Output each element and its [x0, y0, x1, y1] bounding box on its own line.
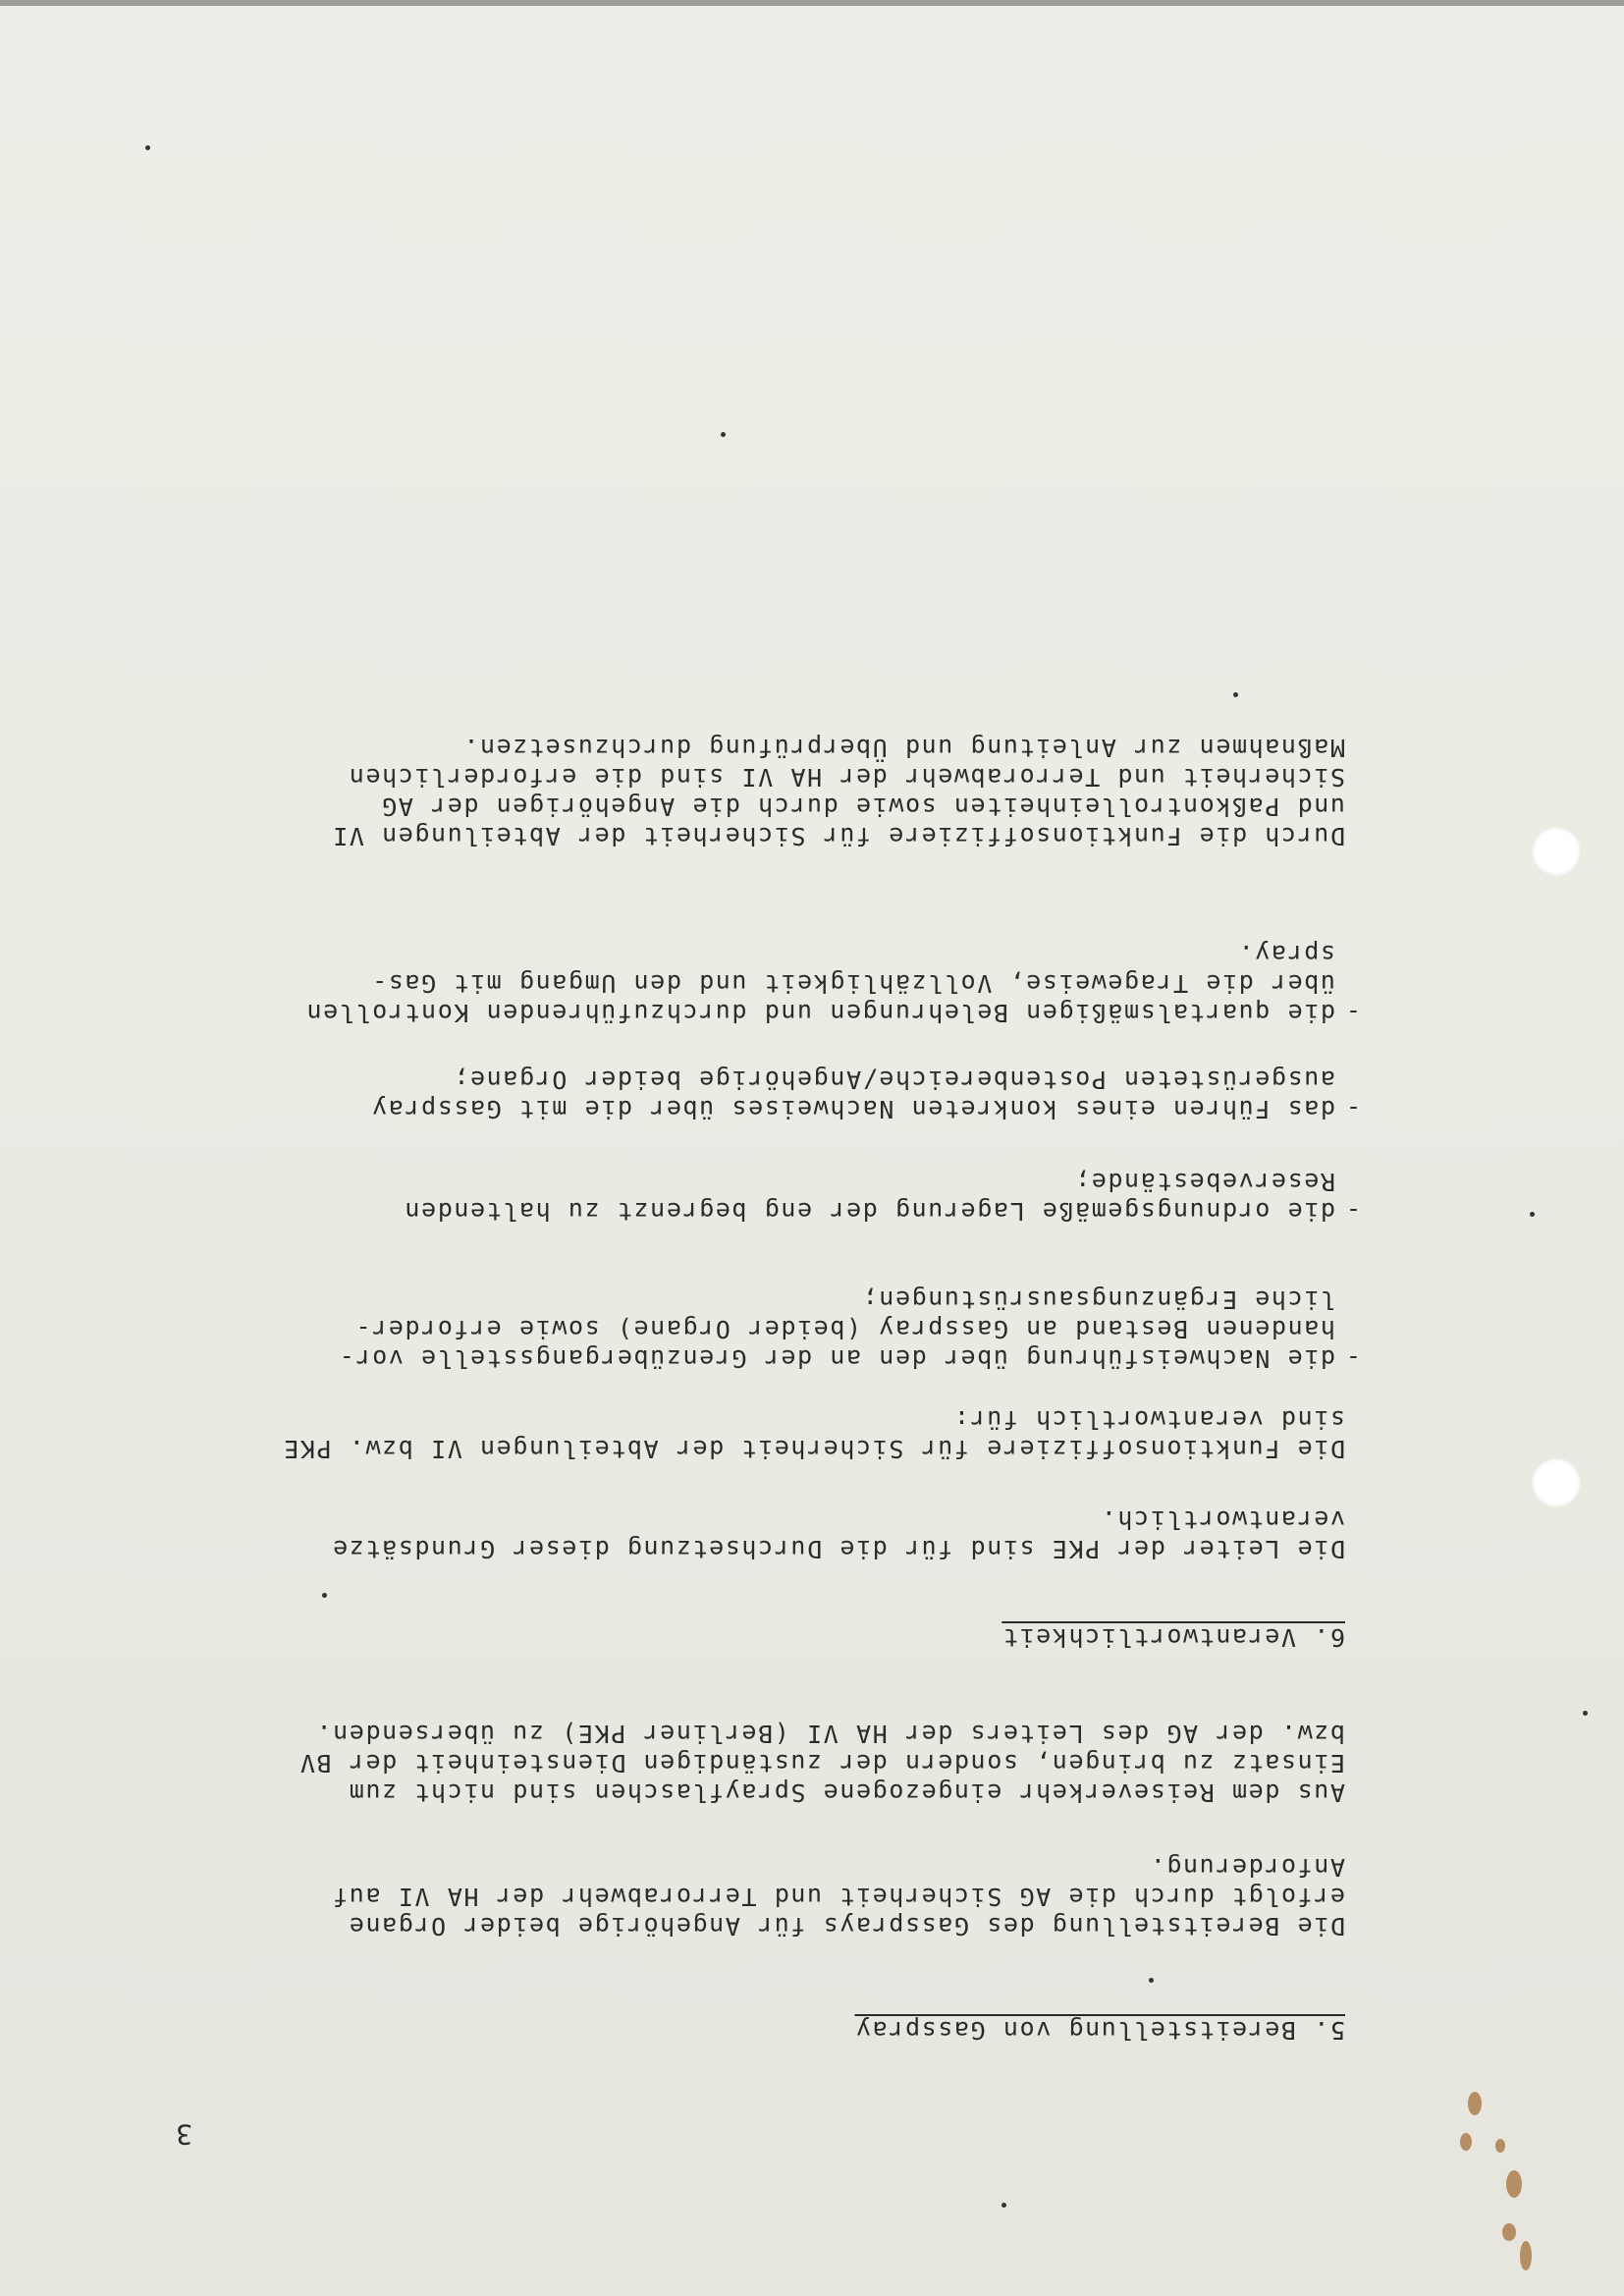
section-6-heading: 6. Verantwortlichkeit: [1001, 1623, 1345, 1652]
text-line: Reservebestände;: [1073, 1168, 1335, 1196]
text-line: die Nachweisführung über den an der Grenzübergangsstelle vor-: [338, 1344, 1335, 1373]
section-6-paragraph-3: [332, 733, 1345, 850]
section-5-heading: 5. Bereitstellung von Gasspray: [854, 2016, 1345, 2045]
text-line: Die Leiter der PKE sind für die Durchsetzung dieser Grundsätze: [331, 1535, 1345, 1563]
text-line: Durch die Funktionsoffiziere für Sicherheit der Abteilungen VI: [331, 822, 1345, 850]
section-6-paragraph-1: [332, 1504, 1345, 1563]
list-dash: -: [1344, 1344, 1361, 1373]
text-line: über die Trageweise, Vollzähligkeit und den Umgang mit Gas-: [370, 969, 1335, 998]
list-dash: -: [1344, 999, 1361, 1027]
text-line: das Führen eines konkreten Nachweises über die mit Gasspray: [370, 1095, 1335, 1123]
text-line: und Paßkontrolleinheiten sowie durch die Angehörigen der AG: [380, 793, 1345, 821]
text-line: Aus dem Reiseverkehr eingezogene Sprayflaschen sind nicht zum: [348, 1778, 1345, 1807]
text-line: die ordnungsgemäße Lagerung der eng begrenzt zu haltenden: [403, 1197, 1335, 1226]
page-number: 3: [174, 2118, 192, 2151]
text-line: liche Ergänzungsausrüstungen;: [861, 1285, 1335, 1314]
text-line: Einsatz zu bringen, sondern der zuständigen Diensteinheit der BV: [298, 1749, 1345, 1777]
section-5-paragraph-2: [298, 1719, 1345, 1807]
text-line: sind verantwortlich für:: [952, 1405, 1345, 1434]
list-item-3: [371, 1065, 1335, 1123]
list-dash: -: [1344, 1095, 1361, 1123]
list-dash: -: [1344, 1197, 1361, 1226]
text-line: Anforderung.: [1149, 1853, 1345, 1882]
text-line: die quartalsmäßigen Belehrungen und durchzuführenden Kontrollen: [304, 999, 1335, 1027]
list-item-2: [404, 1167, 1335, 1226]
text-line: Sicherheit und Terrorabwehr der HA VI sind die erforderlichen: [348, 763, 1345, 792]
text-line: bzw. der AG des Leiters der HA VI (Berliner PKE) zu übersenden.: [314, 1720, 1345, 1748]
text-line: verantwortlich.: [1100, 1505, 1345, 1534]
text-line: spray.: [1237, 940, 1335, 968]
text-line: Die Funktionsoffiziere für Sicherheit der Abteilungen VI bzw. PKE: [282, 1435, 1345, 1463]
text-line: Maßnahmen zur Anleitung und Überprüfung durchzusetzen.: [461, 734, 1345, 762]
list-item-1: [338, 1285, 1335, 1373]
section-6-paragraph-2: [283, 1404, 1345, 1463]
text-line: ausgerüsteten Postenbereiche/Angehörige beider Organe;: [452, 1066, 1335, 1094]
list-item-4: [305, 939, 1335, 1027]
text-line: erfolgt durch die AG Sicherheit und Terrorabwehr der HA VI auf: [331, 1883, 1345, 1911]
section-5-paragraph-1: [332, 1852, 1345, 1941]
text-line: Die Bereitstellung des Gassprays für Angehörige beider Organe: [348, 1912, 1345, 1941]
text-line: handenen Bestand an Gasspray (beider Organe) sowie erforder-: [353, 1315, 1335, 1343]
